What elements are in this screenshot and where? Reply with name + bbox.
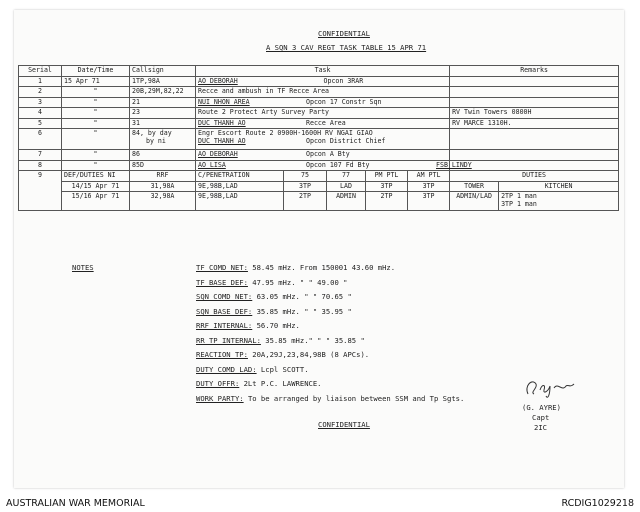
duties-header: DUTIES [450, 171, 619, 182]
task-location: AO DEBORAH [198, 76, 238, 85]
duty-pm-ptl: 2TP [366, 192, 408, 211]
table-row [19, 87, 619, 98]
note-key: SQN BASE DEF: [196, 307, 253, 316]
duties-row [19, 181, 619, 192]
duty-pm-ptl: 3TP [366, 181, 408, 192]
duty-am-ptl: 3TP [408, 181, 450, 192]
remarks-cell: RV Twin Towers 0800H [450, 108, 619, 119]
serial-cell: 6 [19, 129, 62, 150]
callsign-cell: 86 [130, 150, 196, 161]
remarks-cell [450, 160, 619, 171]
table-row [19, 76, 619, 87]
table-row [19, 150, 619, 161]
duties-header: C/PENETRATION [196, 171, 284, 182]
task-table [18, 65, 619, 211]
task-fsb: FSB LINDY [436, 160, 472, 169]
table-row [19, 129, 619, 150]
duties-sub-tower: TOWER [450, 181, 499, 192]
date-cell: " [62, 118, 130, 129]
task-location: NUI NHON AREA [198, 97, 250, 106]
callsign-cell: 20B,29M,82,22 [130, 87, 196, 98]
note-line [196, 379, 322, 388]
duty-75: 2TP [284, 192, 327, 211]
serial-cell: 2 [19, 87, 62, 98]
task-cell [196, 118, 450, 129]
duties-header: PM PTL [366, 171, 408, 182]
serial-cell: 3 [19, 97, 62, 108]
remarks-cell [450, 97, 619, 108]
task-cell [196, 160, 472, 171]
task-detail: Opcon District Chief [306, 137, 386, 145]
note-value: 56.70 mHz. [256, 321, 300, 330]
col-serial: Serial [19, 66, 62, 77]
serial-cell: 5 [19, 118, 62, 129]
task-cell [196, 150, 450, 161]
table-row [19, 97, 619, 108]
kitchen-line: 2TP 1 man [501, 192, 537, 200]
duties-header-row [19, 171, 619, 182]
duty-date: 15/16 Apr 71 [62, 192, 130, 211]
callsign-line: 84, by day [132, 129, 172, 137]
task-cell: Route 2 Protect Arty Survey Party [196, 108, 450, 119]
task-line: Engr Escort Route 2 0900H-1600H RV NGAI GIAO [198, 129, 373, 137]
task-detail: Opcon A Bty [306, 150, 350, 158]
date-cell: " [62, 87, 130, 98]
task-cell [196, 97, 450, 108]
note-key: WORK PARTY: [196, 394, 244, 403]
note-key: REACTION TP: [196, 350, 248, 359]
note-key: TF BASE DEF: [196, 278, 248, 287]
duty-cpen: 9E,98B,LAD [196, 192, 284, 211]
note-value: 47.95 mHz. " " 49.00 " [252, 278, 348, 287]
note-line [196, 365, 309, 374]
duties-row [19, 192, 619, 211]
note-value: 58.45 mHz. From 150001 43.60 mHz. [252, 263, 396, 272]
footer-id: RCDIG1029218 [561, 498, 634, 509]
task-location: AO DEBORAH [198, 150, 238, 158]
task-location: DUC THANH AO [198, 137, 246, 145]
table-row [19, 108, 619, 119]
note-key: SQN COMD NET: [196, 292, 253, 301]
signature-name: (G. AYRE) [522, 403, 561, 412]
duties-sub-kitchen: KITCHEN [499, 181, 619, 192]
note-line [196, 263, 395, 272]
note-value: 2Lt P.C. LAWRENCE. [243, 379, 322, 388]
date-cell: " [62, 129, 130, 150]
note-value: Lcpl SCOTT. [260, 365, 309, 374]
task-detail: Opcon 17 Constr Sqn [306, 97, 382, 106]
duty-77: LAD [327, 181, 366, 192]
classification-top: CONFIDENTIAL [318, 29, 370, 38]
table-row [19, 118, 619, 129]
callsign-line: by ni [146, 137, 166, 145]
duty-cpen: 9E,98B,LAD [196, 181, 284, 192]
duty-tower: ADMIN/LAD [450, 192, 499, 211]
note-value: 63.05 mHz. " " 70.65 " [256, 292, 352, 301]
task-cell: Recce and ambush in TF Recce Area [196, 87, 450, 98]
serial-cell: 9 [19, 171, 62, 211]
callsign-cell [130, 129, 196, 150]
duties-header: 75 [284, 171, 327, 182]
note-key: DUTY OFFR: [196, 379, 240, 388]
task-cell [196, 129, 450, 150]
remarks-cell [450, 150, 619, 161]
date-cell: " [62, 150, 130, 161]
task-cell [196, 76, 450, 87]
duty-rrf: 31,98A [130, 181, 196, 192]
duty-75: 3TP [284, 181, 327, 192]
duties-header: RRF [130, 171, 196, 182]
remarks-cell [450, 76, 619, 87]
serial-cell: 4 [19, 108, 62, 119]
table-header-row [19, 66, 619, 77]
footer-source: AUSTRALIAN WAR MEMORIAL [6, 498, 145, 509]
signature-rank: Capt [532, 413, 550, 422]
note-line [196, 350, 369, 359]
date-cell: 15 Apr 71 [62, 76, 130, 87]
note-value: 35.85 mHz." " " 35.85 " [265, 336, 365, 345]
task-detail: Opcon 107 Fd Bty [306, 160, 370, 169]
callsign-cell: 85D [130, 160, 196, 171]
document-title: A SQN 3 CAV REGT TASK TABLE 15 APR 71 [266, 43, 427, 52]
remarks-cell: RV MARCE 1310H. [450, 118, 619, 129]
col-task: Task [196, 66, 450, 77]
handwritten-signature [522, 376, 582, 400]
duty-77: ADMIN [327, 192, 366, 211]
duty-date: 14/15 Apr 71 [62, 181, 130, 192]
duties-header: 77 [327, 171, 366, 182]
remarks-cell [450, 87, 619, 98]
note-line [196, 321, 300, 330]
task-location: AO LISA [198, 160, 226, 169]
date-cell: " [62, 160, 130, 171]
serial-cell: 7 [19, 150, 62, 161]
note-value: 20A,29J,23,84,98B (8 APCs). [252, 350, 370, 359]
note-line [196, 394, 464, 403]
task-location: DUC THANH AO [198, 118, 246, 127]
serial-cell: 8 [19, 160, 62, 171]
table-row [19, 160, 619, 171]
col-callsign: Callsign [130, 66, 196, 77]
note-key: TF COMD NET: [196, 263, 248, 272]
note-key: RR TP INTERNAL: [196, 336, 261, 345]
col-date: Date/Time [62, 66, 130, 77]
duty-kitchen [499, 192, 619, 211]
classification-bottom: CONFIDENTIAL [318, 420, 370, 429]
task-detail: Opcon 3RAR [323, 76, 364, 85]
col-remarks: Remarks [450, 66, 619, 77]
note-value: 35.85 mHz. " " 35.95 " [256, 307, 352, 316]
duty-rrf: 32,98A [130, 192, 196, 211]
remarks-cell [450, 129, 619, 150]
duty-am-ptl: 3TP [408, 192, 450, 211]
duties-header: DEF/DUTIES NI [62, 171, 130, 182]
note-value: To be arranged by liaison between SSM and Tp Sgts. [247, 394, 465, 403]
callsign-cell: 21 [130, 97, 196, 108]
notes-label: NOTES [72, 263, 94, 272]
date-cell: " [62, 108, 130, 119]
callsign-cell: 23 [130, 108, 196, 119]
signature-appointment: 2IC [534, 423, 547, 432]
note-line [196, 307, 352, 316]
note-key: RRF INTERNAL: [196, 321, 253, 330]
callsign-cell: 31 [130, 118, 196, 129]
serial-cell: 1 [19, 76, 62, 87]
note-key: DUTY COMD LAD: [196, 365, 257, 374]
date-cell: " [62, 97, 130, 108]
note-line [196, 336, 365, 345]
task-detail: Recce Area [306, 118, 346, 127]
kitchen-line: 3TP 1 man [501, 200, 537, 208]
callsign-cell: 1TP,98A [130, 76, 196, 87]
note-line [196, 278, 347, 287]
duties-header: AM PTL [408, 171, 450, 182]
note-line [196, 292, 352, 301]
